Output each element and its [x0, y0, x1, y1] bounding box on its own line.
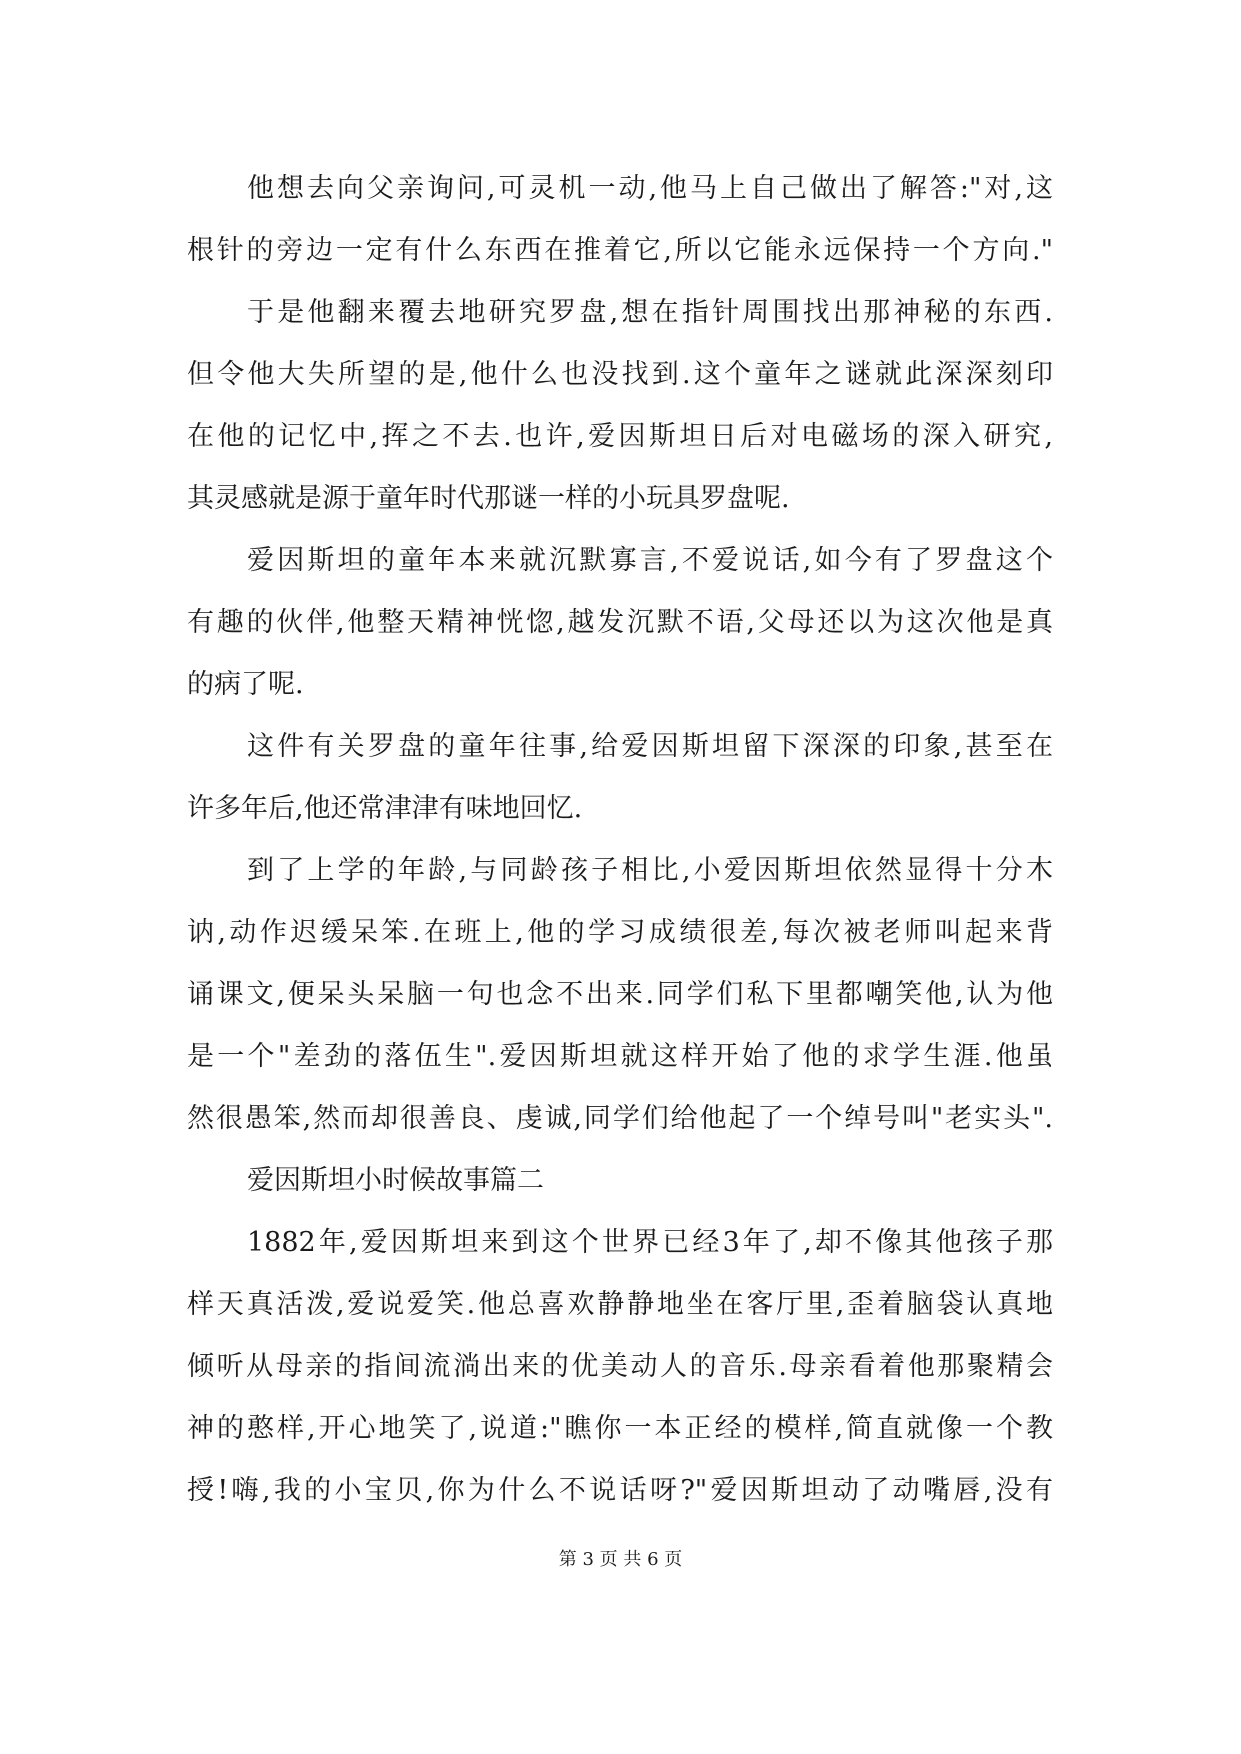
text-line: 是一个"差劲的落伍生".爱因斯坦就这样开始了他的求学生涯.他虽	[187, 1041, 1053, 1072]
text-line: 爱因斯坦小时候故事篇二	[247, 1165, 544, 1196]
text-line: 神的憨样,开心地笑了,说道:"瞧你一本正经的模样,简直就像一个教	[187, 1413, 1053, 1444]
text-line: 在他的记忆中,挥之不去.也许,爱因斯坦日后对电磁场的深入研究,	[187, 421, 1053, 452]
text-line: 到了上学的年龄,与同龄孩子相比,小爱因斯坦依然显得十分木	[247, 855, 1053, 886]
text-line: 但令他大失所望的是,他什么也没找到.这个童年之谜就此深深刻印	[187, 359, 1053, 390]
text-line: 有趣的伙伴,他整天精神恍惚,越发沉默不语,父母还以为这次他是真	[187, 607, 1053, 638]
text-line: 于是他翻来覆去地研究罗盘,想在指针周围找出那神秘的东西.	[247, 297, 1053, 328]
body-text	[187, 158, 1053, 1522]
text-line: 授!嗨,我的小宝贝,你为什么不说话呀?"爱因斯坦动了动嘴唇,没有	[187, 1475, 1053, 1506]
text-line: 倾听从母亲的指间流淌出来的优美动人的音乐.母亲看着他那聚精会	[187, 1351, 1053, 1382]
text-line: 的病了呢.	[187, 669, 304, 700]
text-line: 1882年,爱因斯坦来到这个世界已经3年了,却不像其他孩子那	[247, 1227, 1053, 1258]
text-line: 诵课文,便呆头呆脑一句也念不出来.同学们私下里都嘲笑他,认为他	[187, 979, 1053, 1010]
text-line: 许多年后,他还常津津有味地回忆.	[187, 793, 583, 824]
text-line: 爱因斯坦的童年本来就沉默寡言,不爱说话,如今有了罗盘这个	[247, 545, 1053, 576]
text-line: 样天真活泼,爱说爱笑.他总喜欢静静地坐在客厅里,歪着脑袋认真地	[187, 1289, 1053, 1320]
text-line: 他想去向父亲询问,可灵机一动,他马上自己做出了解答:"对,这	[247, 173, 1053, 204]
page-number: 第 3 页 共 6 页	[558, 1549, 683, 1570]
text-line: 其灵感就是源于童年时代那谜一样的小玩具罗盘呢.	[187, 483, 790, 514]
text-line: 这件有关罗盘的童年往事,给爱因斯坦留下深深的印象,甚至在	[247, 731, 1053, 762]
text-line: 然很愚笨,然而却很善良、虔诚,同学们给他起了一个绰号叫"老实头".	[187, 1103, 1053, 1134]
text-line: 讷,动作迟缓呆笨.在班上,他的学习成绩很差,每次被老师叫起来背	[187, 917, 1053, 948]
text-line: 根针的旁边一定有什么东西在推着它,所以它能永远保持一个方向."	[187, 235, 1053, 266]
